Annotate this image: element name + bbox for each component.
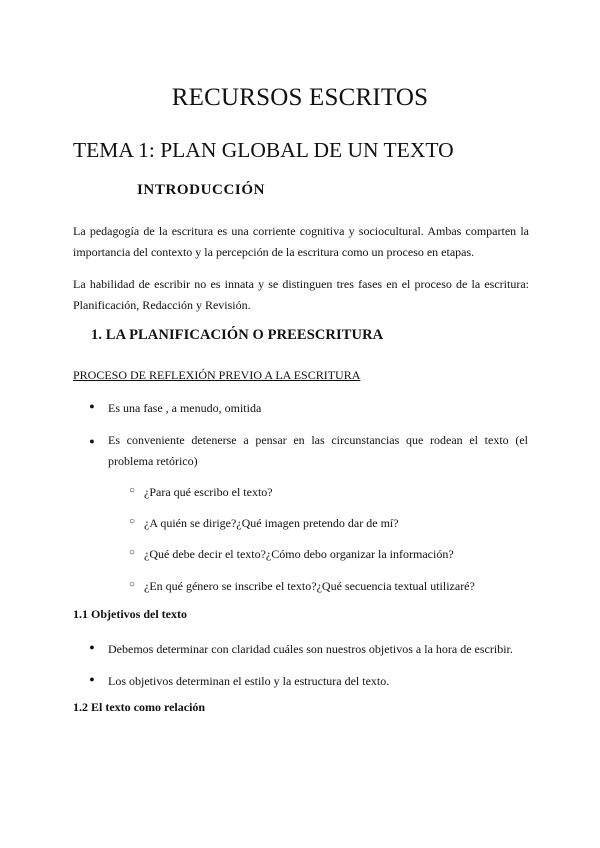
- sub-list-item: ¿A quién se dirige?¿Qué imagen pretendo dar de mí?: [144, 516, 399, 530]
- list-item: Debemos determinar con claridad cuáles son nuestros objetivos a la hora de escribir.: [108, 642, 513, 656]
- sub-bullet-icon: ○: [128, 485, 136, 496]
- tema-heading: TEMA 1: PLAN GLOBAL DE UN TEXTO: [73, 138, 454, 162]
- section-subtitle: PROCESO DE REFLEXIÓN PREVIO A LA ESCRITURA: [73, 368, 361, 382]
- sub-list-item: ¿Qué debe decir el texto?¿Cómo debo organizar la información?: [144, 547, 454, 561]
- sub-bullet-icon: ○: [128, 516, 136, 527]
- list-item: Es conveniente detenerse a pensar en las circunstancias que rodean el texto (el problema retórico): [108, 433, 528, 468]
- intro-paragraph: La habilidad de escribir no es innata y se distinguen tres fases en el proceso de la escritura: Planificación, Redacción y Revisión.: [73, 277, 529, 312]
- bullet-icon: ●: [89, 642, 95, 652]
- subsection-heading-texto-relacion: 1.2 El texto como relación: [73, 700, 206, 714]
- document-title: RECURSOS ESCRITOS: [171, 84, 429, 111]
- sub-list-item: ¿Para qué escribo el texto?: [144, 485, 273, 499]
- intro-paragraph: La pedagogía de la escritura es una corriente cognitiva y sociocultural. Ambas comparten la importancia del contexto y la percepción de la escritura como un proceso en etapas.: [73, 224, 529, 259]
- list-item: Los objetivos determinan el estilo y la estructura del texto.: [108, 674, 390, 688]
- bullet-icon: ●: [89, 674, 95, 684]
- introduccion-heading: INTRODUCCIÓN: [137, 182, 266, 198]
- bullet-icon: ●: [89, 436, 95, 446]
- subsection-heading-objetivos: 1.1 Objetivos del texto: [73, 607, 187, 621]
- bullet-icon: ●: [89, 401, 95, 411]
- section-heading-planificacion: 1. LA PLANIFICACIÓN O PREESCRITURA: [91, 327, 384, 343]
- sub-bullet-icon: ○: [128, 547, 136, 558]
- sub-bullet-icon: ○: [128, 579, 136, 590]
- list-item: Es una fase , a menudo, omitida: [108, 401, 262, 415]
- sub-list-item: ¿En qué género se inscribe el texto?¿Qué secuencia textual utilizaré?: [144, 579, 475, 593]
